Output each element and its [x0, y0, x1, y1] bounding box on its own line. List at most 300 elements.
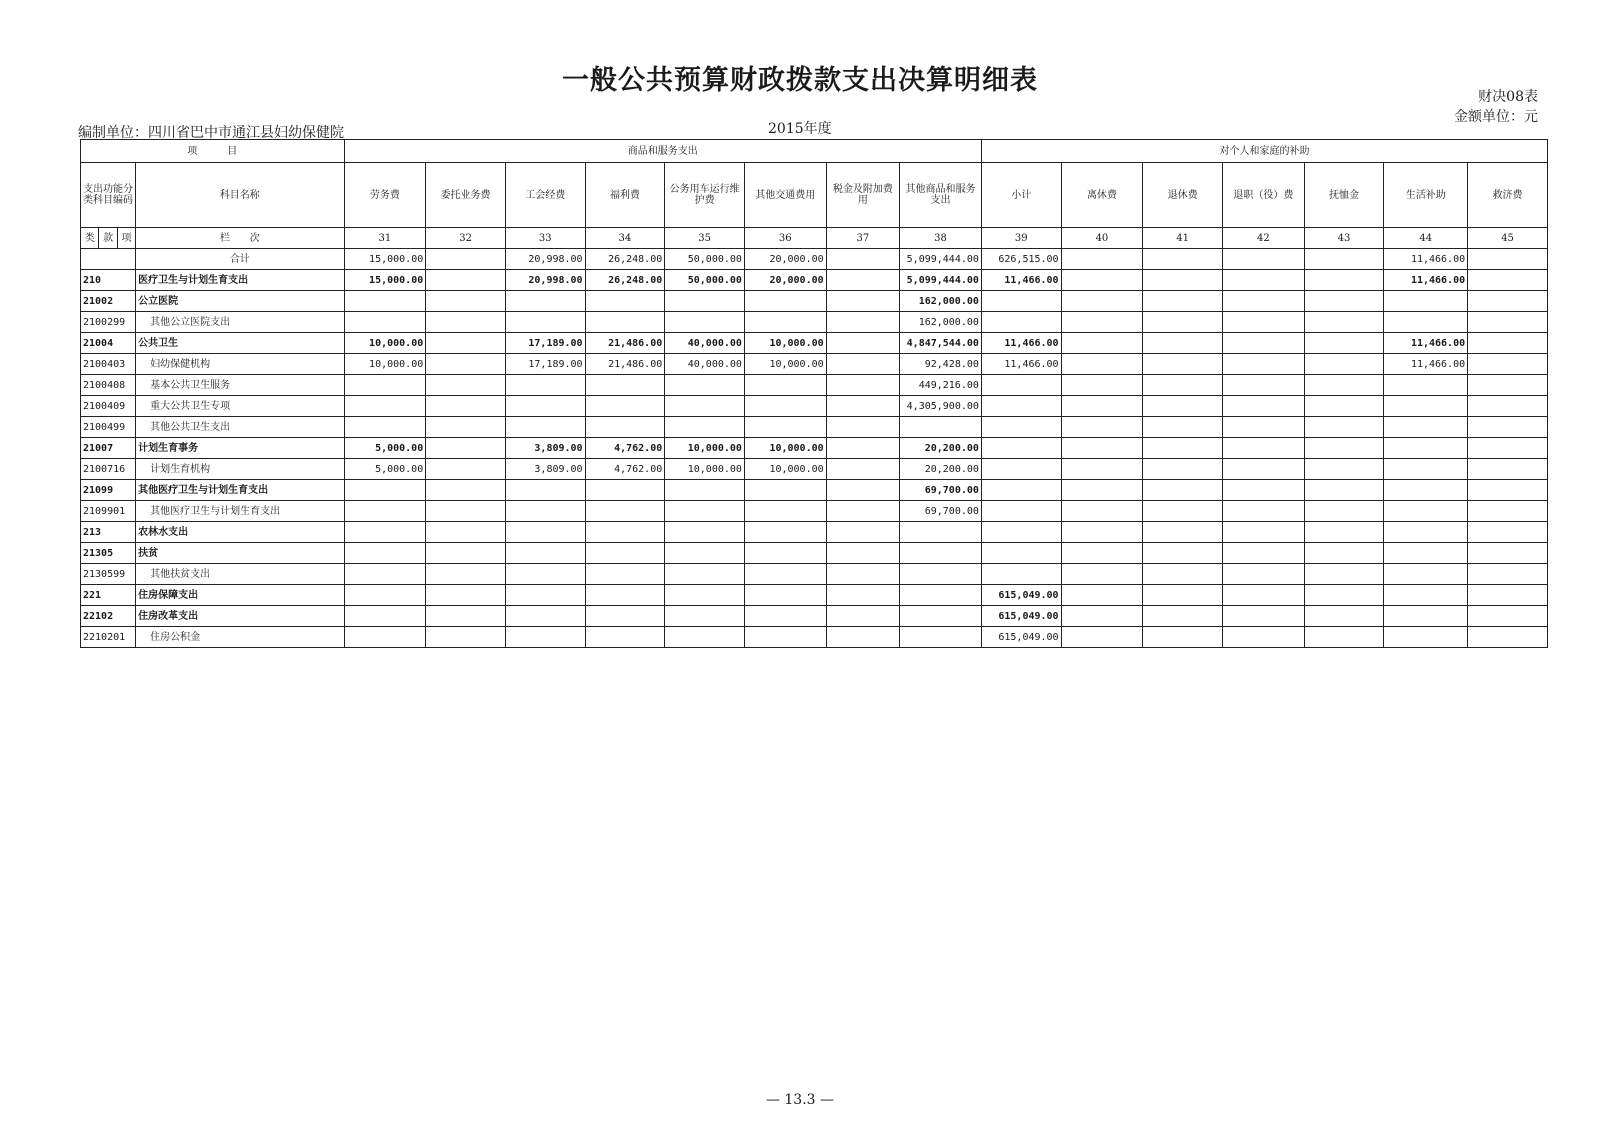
column-number-label: 栏 次: [136, 228, 344, 249]
amount-col-33: [505, 417, 585, 438]
amount-col-33: [505, 396, 585, 417]
amount-col-39: [981, 375, 1061, 396]
subject-name: 扶贫: [136, 543, 344, 564]
amount-col-42: [1222, 249, 1304, 270]
col-header-34: 福利费: [585, 163, 665, 228]
subject-code: 2100403: [81, 354, 136, 375]
amount-col-32: [426, 396, 506, 417]
amount-col-34: [585, 564, 665, 585]
amount-col-33: [505, 543, 585, 564]
amount-col-40: [1061, 606, 1143, 627]
col-header-40: 离休费: [1061, 163, 1143, 228]
amount-col-45: [1468, 606, 1548, 627]
amount-col-45: [1468, 396, 1548, 417]
amount-col-41: [1143, 417, 1223, 438]
amount-col-33: [505, 585, 585, 606]
amount-col-34: [585, 606, 665, 627]
amount-col-42: [1222, 459, 1304, 480]
amount-col-44: 11,466.00: [1384, 354, 1468, 375]
amount-col-36: [744, 606, 826, 627]
amount-col-42: [1222, 585, 1304, 606]
amount-col-43: [1304, 501, 1384, 522]
amount-col-43: [1304, 249, 1384, 270]
lei-header: 类: [81, 228, 99, 249]
amount-col-35: [665, 480, 745, 501]
amount-col-41: [1143, 375, 1223, 396]
amount-col-44: [1384, 396, 1468, 417]
amount-col-32: [426, 585, 506, 606]
amount-col-40: [1061, 564, 1143, 585]
amount-col-38: 92,428.00: [900, 354, 982, 375]
amount-col-41: [1143, 522, 1223, 543]
amount-col-43: [1304, 459, 1384, 480]
amount-col-36: [744, 312, 826, 333]
amount-col-31: 10,000.00: [344, 333, 426, 354]
subject-name: 其他医疗卫生与计划生育支出: [136, 480, 344, 501]
amount-col-34: [585, 312, 665, 333]
amount-col-39: [981, 396, 1061, 417]
amount-col-33: 3,809.00: [505, 438, 585, 459]
amount-col-42: [1222, 333, 1304, 354]
amount-col-37: [826, 375, 900, 396]
col-number-32: 32: [426, 228, 506, 249]
project-header: 项 目: [81, 140, 345, 163]
amount-col-37: [826, 291, 900, 312]
subject-code: 2210201: [81, 627, 136, 648]
subject-name: 合计: [136, 249, 344, 270]
col-number-33: 33: [505, 228, 585, 249]
amount-col-31: [344, 543, 426, 564]
amount-col-35: 10,000.00: [665, 459, 745, 480]
amount-col-42: [1222, 522, 1304, 543]
amount-col-32: [426, 438, 506, 459]
amount-col-43: [1304, 291, 1384, 312]
amount-col-37: [826, 480, 900, 501]
subject-code: 22102: [81, 606, 136, 627]
amount-col-37: [826, 606, 900, 627]
amount-col-31: [344, 417, 426, 438]
amount-col-32: [426, 522, 506, 543]
amount-col-40: [1061, 543, 1143, 564]
amount-col-40: [1061, 312, 1143, 333]
amount-col-41: [1143, 291, 1223, 312]
header-row-3: [81, 228, 1548, 249]
amount-col-45: [1468, 417, 1548, 438]
compiling-unit: 编制单位：四川省巴中市通江县妇幼保健院: [78, 125, 344, 141]
subject-code: 21099: [81, 480, 136, 501]
amount-col-40: [1061, 438, 1143, 459]
amount-col-31: [344, 585, 426, 606]
amount-col-36: 10,000.00: [744, 438, 826, 459]
amount-col-35: 50,000.00: [665, 249, 745, 270]
amount-col-42: [1222, 438, 1304, 459]
amount-col-34: [585, 375, 665, 396]
amount-col-35: [665, 627, 745, 648]
amount-col-37: [826, 522, 900, 543]
amount-col-32: [426, 417, 506, 438]
amount-col-33: [505, 522, 585, 543]
amount-col-37: [826, 543, 900, 564]
subject-code: 210: [81, 270, 136, 291]
amount-col-44: [1384, 585, 1468, 606]
amount-col-39: [981, 564, 1061, 585]
subject-name: 重大公共卫生专项: [136, 396, 344, 417]
amount-col-43: [1304, 522, 1384, 543]
amount-col-39: [981, 417, 1061, 438]
amount-col-36: [744, 585, 826, 606]
amount-col-36: 10,000.00: [744, 354, 826, 375]
table-row: [81, 270, 1548, 291]
amount-col-38: [900, 417, 982, 438]
amount-col-45: [1468, 564, 1548, 585]
amount-col-43: [1304, 438, 1384, 459]
goods-services-header: 商品和服务支出: [344, 140, 981, 163]
subject-code: 2100408: [81, 375, 136, 396]
amount-col-31: [344, 606, 426, 627]
subject-name: 公立医院: [136, 291, 344, 312]
amount-col-41: [1143, 480, 1223, 501]
col-header-43: 抚恤金: [1304, 163, 1384, 228]
col-number-44: 44: [1384, 228, 1468, 249]
amount-col-32: [426, 333, 506, 354]
col-number-39: 39: [981, 228, 1061, 249]
amount-col-35: [665, 396, 745, 417]
amount-col-34: [585, 501, 665, 522]
amount-col-32: [426, 354, 506, 375]
amount-col-39: [981, 543, 1061, 564]
amount-col-38: 449,216.00: [900, 375, 982, 396]
amount-col-42: [1222, 606, 1304, 627]
amount-col-45: [1468, 333, 1548, 354]
amount-col-32: [426, 564, 506, 585]
amount-col-40: [1061, 480, 1143, 501]
amount-col-34: [585, 627, 665, 648]
amount-col-33: [505, 291, 585, 312]
amount-col-32: [426, 459, 506, 480]
amount-col-35: [665, 543, 745, 564]
amount-col-45: [1468, 522, 1548, 543]
amount-col-44: [1384, 627, 1468, 648]
amount-col-35: [665, 501, 745, 522]
amount-col-38: [900, 522, 982, 543]
col-header-39: 小计: [981, 163, 1061, 228]
subject-code: 21004: [81, 333, 136, 354]
amount-col-34: 4,762.00: [585, 438, 665, 459]
col-number-31: 31: [344, 228, 426, 249]
amount-col-39: [981, 312, 1061, 333]
amount-col-37: [826, 585, 900, 606]
amount-col-32: [426, 543, 506, 564]
table-body: [81, 249, 1548, 648]
amount-col-43: [1304, 375, 1384, 396]
amount-col-34: [585, 585, 665, 606]
col-header-32: 委托业务费: [426, 163, 506, 228]
amount-col-35: 40,000.00: [665, 354, 745, 375]
amount-col-32: [426, 312, 506, 333]
amount-col-40: [1061, 333, 1143, 354]
amount-col-37: [826, 501, 900, 522]
amount-col-42: [1222, 270, 1304, 291]
amount-col-44: [1384, 522, 1468, 543]
col-header-44: 生活补助: [1384, 163, 1468, 228]
amount-col-44: [1384, 480, 1468, 501]
amount-col-31: [344, 375, 426, 396]
subject-name: 住房改革支出: [136, 606, 344, 627]
amount-col-42: [1222, 291, 1304, 312]
amount-col-34: 21,486.00: [585, 333, 665, 354]
amount-col-36: [744, 564, 826, 585]
amount-col-39: [981, 291, 1061, 312]
amount-col-39: 11,466.00: [981, 354, 1061, 375]
amount-col-42: [1222, 354, 1304, 375]
amount-col-43: [1304, 480, 1384, 501]
amount-col-38: 4,847,544.00: [900, 333, 982, 354]
amount-col-33: 20,998.00: [505, 249, 585, 270]
amount-col-39: 11,466.00: [981, 333, 1061, 354]
amount-col-44: [1384, 312, 1468, 333]
amount-col-34: 26,248.00: [585, 270, 665, 291]
header-row-1: [81, 140, 1548, 163]
amount-col-38: 20,200.00: [900, 459, 982, 480]
amount-col-36: 10,000.00: [744, 333, 826, 354]
amount-col-32: [426, 375, 506, 396]
amount-col-41: [1143, 627, 1223, 648]
amount-col-42: [1222, 501, 1304, 522]
table-row: [81, 459, 1548, 480]
amount-col-31: [344, 291, 426, 312]
amount-col-43: [1304, 627, 1384, 648]
amount-col-42: [1222, 417, 1304, 438]
amount-col-35: [665, 375, 745, 396]
amount-col-40: [1061, 585, 1143, 606]
amount-col-42: [1222, 564, 1304, 585]
amount-col-32: [426, 606, 506, 627]
subject-name: 计划生育事务: [136, 438, 344, 459]
amount-col-44: [1384, 543, 1468, 564]
amount-col-44: 11,466.00: [1384, 270, 1468, 291]
amount-col-33: [505, 627, 585, 648]
subject-code: 2100409: [81, 396, 136, 417]
table-row: [81, 333, 1548, 354]
amount-col-44: [1384, 417, 1468, 438]
amount-col-31: [344, 627, 426, 648]
subject-name: 其他医疗卫生与计划生育支出: [136, 501, 344, 522]
amount-col-38: [900, 627, 982, 648]
amount-col-40: [1061, 291, 1143, 312]
amount-col-33: [505, 564, 585, 585]
subject-name: 农林水支出: [136, 522, 344, 543]
amount-col-32: [426, 270, 506, 291]
subject-name: 妇幼保健机构: [136, 354, 344, 375]
col-header-41: 退休费: [1143, 163, 1223, 228]
amount-col-41: [1143, 501, 1223, 522]
amount-col-36: [744, 627, 826, 648]
amount-col-41: [1143, 585, 1223, 606]
col-number-36: 36: [744, 228, 826, 249]
subject-code: 21002: [81, 291, 136, 312]
page-title: 一般公共预算财政拨款支出决算明细表: [562, 65, 1038, 96]
subject-name: 其他扶贫支出: [136, 564, 344, 585]
amount-col-35: 50,000.00: [665, 270, 745, 291]
col-number-35: 35: [665, 228, 745, 249]
amount-col-34: [585, 480, 665, 501]
amount-col-39: [981, 459, 1061, 480]
amount-col-42: [1222, 375, 1304, 396]
amount-col-41: [1143, 312, 1223, 333]
amount-col-31: [344, 396, 426, 417]
name-header: 科目名称: [136, 163, 344, 228]
amount-col-37: [826, 333, 900, 354]
amount-col-40: [1061, 627, 1143, 648]
amount-col-44: [1384, 606, 1468, 627]
table-row: [81, 627, 1548, 648]
amount-col-45: [1468, 585, 1548, 606]
amount-col-38: [900, 606, 982, 627]
amount-col-36: 20,000.00: [744, 249, 826, 270]
amount-col-31: 5,000.00: [344, 459, 426, 480]
amount-col-44: [1384, 564, 1468, 585]
col-number-45: 45: [1468, 228, 1548, 249]
amount-col-38: [900, 543, 982, 564]
fiscal-year: 2015年度: [768, 121, 832, 137]
table-row: [81, 564, 1548, 585]
amount-col-40: [1061, 522, 1143, 543]
subsidy-header: 对个人和家庭的补助: [981, 140, 1547, 163]
amount-col-35: [665, 312, 745, 333]
page-number: — 13.3 —: [765, 1092, 835, 1108]
amount-col-39: 615,049.00: [981, 585, 1061, 606]
amount-col-31: 10,000.00: [344, 354, 426, 375]
amount-col-32: [426, 480, 506, 501]
table-row: [81, 480, 1548, 501]
col-header-42: 退职（役）费: [1222, 163, 1304, 228]
amount-col-42: [1222, 312, 1304, 333]
amount-col-44: [1384, 375, 1468, 396]
table-row: [81, 606, 1548, 627]
col-number-43: 43: [1304, 228, 1384, 249]
amount-col-44: [1384, 438, 1468, 459]
table-row: [81, 585, 1548, 606]
amount-col-43: [1304, 564, 1384, 585]
amount-col-37: [826, 438, 900, 459]
amount-col-45: [1468, 480, 1548, 501]
amount-col-38: 69,700.00: [900, 480, 982, 501]
amount-col-45: [1468, 459, 1548, 480]
amount-col-33: [505, 501, 585, 522]
subject-code: 2130599: [81, 564, 136, 585]
amount-col-39: [981, 480, 1061, 501]
amount-col-38: 20,200.00: [900, 438, 982, 459]
amount-col-43: [1304, 543, 1384, 564]
amount-col-40: [1061, 396, 1143, 417]
amount-col-40: [1061, 270, 1143, 291]
amount-col-44: [1384, 291, 1468, 312]
amount-col-44: [1384, 459, 1468, 480]
amount-col-42: [1222, 396, 1304, 417]
amount-col-43: [1304, 270, 1384, 291]
amount-col-31: 15,000.00: [344, 270, 426, 291]
amount-col-39: 11,466.00: [981, 270, 1061, 291]
col-number-41: 41: [1143, 228, 1223, 249]
amount-col-41: [1143, 459, 1223, 480]
amount-col-41: [1143, 333, 1223, 354]
amount-col-41: [1143, 438, 1223, 459]
amount-col-35: 10,000.00: [665, 438, 745, 459]
amount-col-45: [1468, 354, 1548, 375]
amount-col-42: [1222, 543, 1304, 564]
amount-col-38: 5,099,444.00: [900, 270, 982, 291]
subject-code: 2100299: [81, 312, 136, 333]
amount-col-41: [1143, 270, 1223, 291]
amount-col-38: 162,000.00: [900, 312, 982, 333]
amount-col-44: 11,466.00: [1384, 249, 1468, 270]
subject-code: 2100499: [81, 417, 136, 438]
amount-col-34: [585, 417, 665, 438]
col-number-37: 37: [826, 228, 900, 249]
amount-col-37: [826, 312, 900, 333]
amount-col-33: 20,998.00: [505, 270, 585, 291]
amount-col-34: [585, 396, 665, 417]
amount-col-37: [826, 354, 900, 375]
amount-col-40: [1061, 354, 1143, 375]
col-header-36: 其他交通费用: [744, 163, 826, 228]
amount-col-36: [744, 522, 826, 543]
subject-code: 2100716: [81, 459, 136, 480]
amount-col-37: [826, 270, 900, 291]
amount-col-45: [1468, 249, 1548, 270]
amount-col-36: 10,000.00: [744, 459, 826, 480]
amount-col-33: 17,189.00: [505, 333, 585, 354]
amount-col-45: [1468, 438, 1548, 459]
table-row: [81, 417, 1548, 438]
amount-col-39: [981, 522, 1061, 543]
amount-col-33: [505, 312, 585, 333]
amount-col-41: [1143, 543, 1223, 564]
expenditure-table: [80, 139, 1548, 648]
amount-col-34: 26,248.00: [585, 249, 665, 270]
money-unit: 金额单位：元: [1454, 109, 1538, 125]
amount-col-36: [744, 291, 826, 312]
table-row: [81, 375, 1548, 396]
amount-col-32: [426, 249, 506, 270]
amount-col-37: [826, 627, 900, 648]
amount-col-43: [1304, 417, 1384, 438]
header-row-2: [81, 163, 1548, 228]
amount-col-41: [1143, 396, 1223, 417]
subject-code: 221: [81, 585, 136, 606]
subject-name: 住房保障支出: [136, 585, 344, 606]
amount-col-34: [585, 522, 665, 543]
col-header-33: 工会经费: [505, 163, 585, 228]
amount-col-35: [665, 291, 745, 312]
col-number-38: 38: [900, 228, 982, 249]
amount-col-32: [426, 291, 506, 312]
table-row: [81, 543, 1548, 564]
table-row: [81, 522, 1548, 543]
table-row: [81, 249, 1548, 270]
amount-col-38: 5,099,444.00: [900, 249, 982, 270]
subject-code: 2109901: [81, 501, 136, 522]
table-row: [81, 501, 1548, 522]
amount-col-36: [744, 501, 826, 522]
amount-col-34: 21,486.00: [585, 354, 665, 375]
amount-col-38: 162,000.00: [900, 291, 982, 312]
kuan-header: 款: [99, 228, 117, 249]
amount-col-45: [1468, 627, 1548, 648]
amount-col-44: [1384, 501, 1468, 522]
amount-col-40: [1061, 249, 1143, 270]
amount-col-41: [1143, 564, 1223, 585]
